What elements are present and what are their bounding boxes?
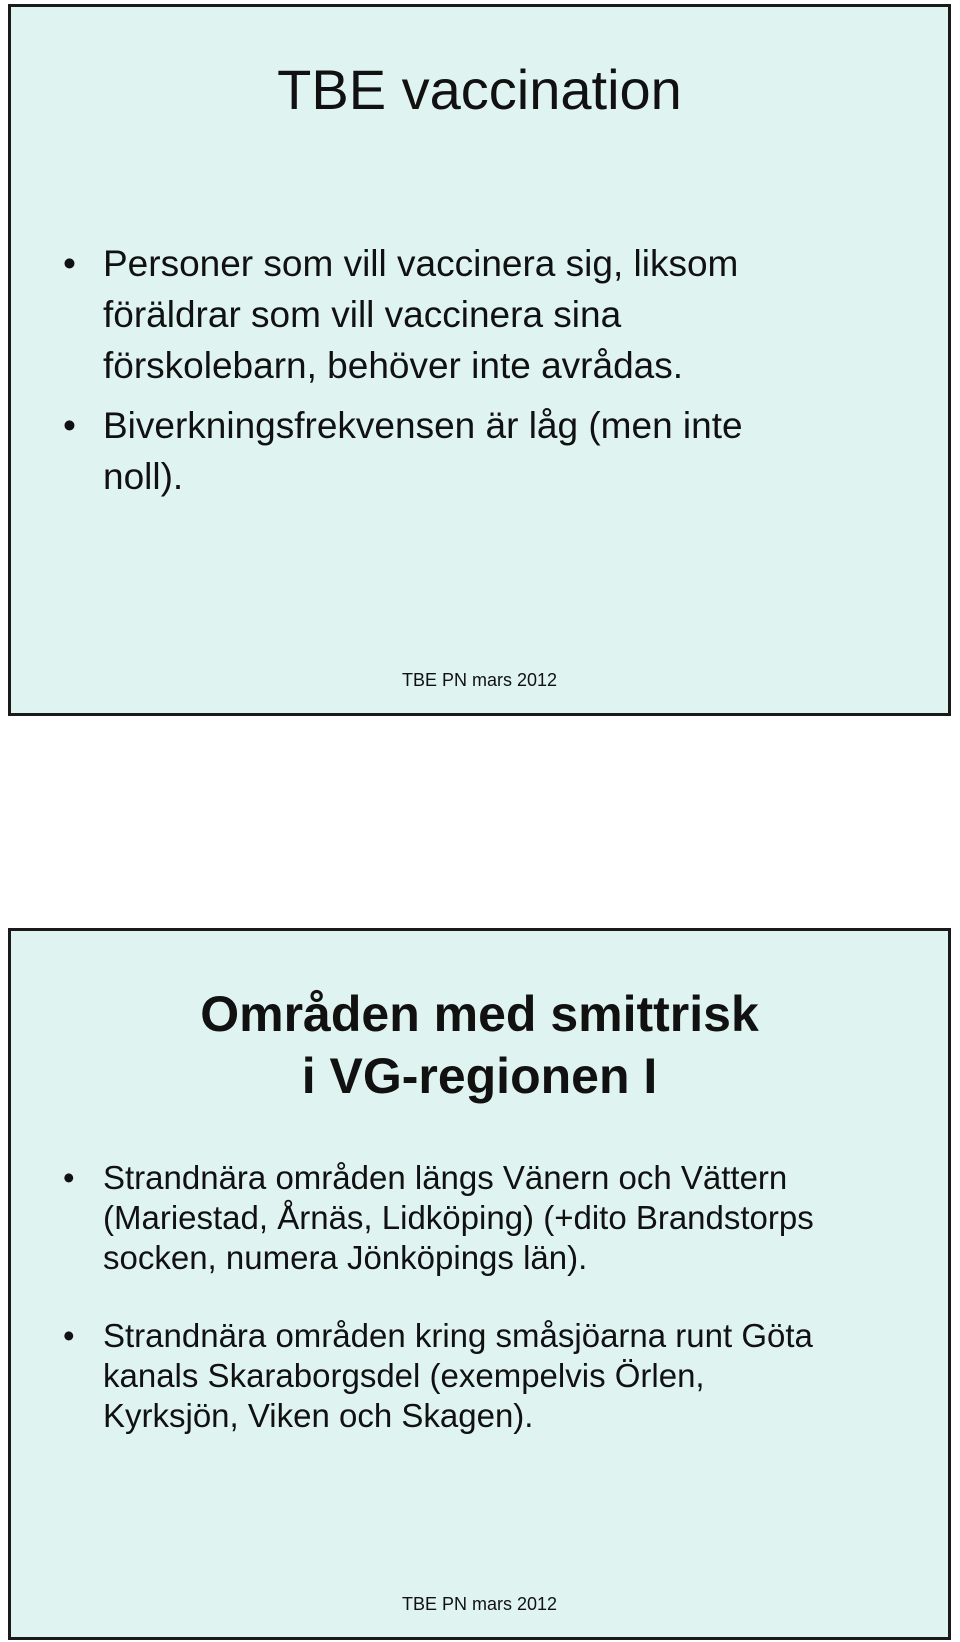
bullet-text (103, 1316, 918, 1436)
bullet-text (103, 400, 918, 502)
bullet-item (11, 1158, 948, 1278)
bullet-text-line: (Mariestad, Årnäs, Lidköping) (+dito Brandstorps (103, 1199, 814, 1236)
bullet-list (11, 1158, 948, 1474)
bullet-dot-icon: • (63, 1159, 75, 1196)
bullet-item (11, 238, 948, 391)
bullet-text-line: Strandnära områden kring småsjöarna runt Göta (103, 1317, 813, 1354)
bullet-list (11, 238, 948, 511)
bullet-text (103, 238, 918, 391)
bullet-text-line: noll). (103, 456, 184, 497)
bullet-text-line: föräldrar som vill vaccinera sina (103, 294, 622, 335)
bullet-text-line: Kyrksjön, Viken och Skagen). (103, 1397, 534, 1434)
bullet-text-line: socken, numera Jönköpings län). (103, 1239, 588, 1276)
slide-title-line: Områden med smittrisk (200, 986, 759, 1042)
slide-footer: TBE PN mars 2012 (401, 1594, 558, 1614)
bullet-text-line: Strandnära områden längs Vänern och Vättern (103, 1159, 788, 1196)
slide-1 (8, 4, 951, 716)
slide-title-line: i VG-regionen I (301, 1048, 658, 1104)
slide-title-line: TBE vaccination (277, 58, 682, 121)
bullet-item (11, 400, 948, 502)
slide-footer: TBE PN mars 2012 (401, 670, 558, 690)
bullet-text-line: förskolebarn, behöver inte avrådas. (103, 345, 684, 386)
bullet-dot-icon: • (63, 405, 76, 446)
bullet-text-line: kanals Skaraborgsdel (exempelvis Örlen, (103, 1357, 705, 1394)
bullet-item (11, 1316, 948, 1436)
bullet-dot-icon: • (63, 243, 76, 284)
bullet-text-line: Biverkningsfrekvensen är låg (men inte (103, 405, 743, 446)
bullet-dot-icon: • (63, 1317, 75, 1354)
bullet-text-line: Personer som vill vaccinera sig, liksom (103, 243, 739, 284)
slide-title (11, 983, 948, 1107)
bullet-text (103, 1158, 918, 1278)
slide-title (11, 59, 948, 121)
slide-2 (8, 928, 951, 1640)
